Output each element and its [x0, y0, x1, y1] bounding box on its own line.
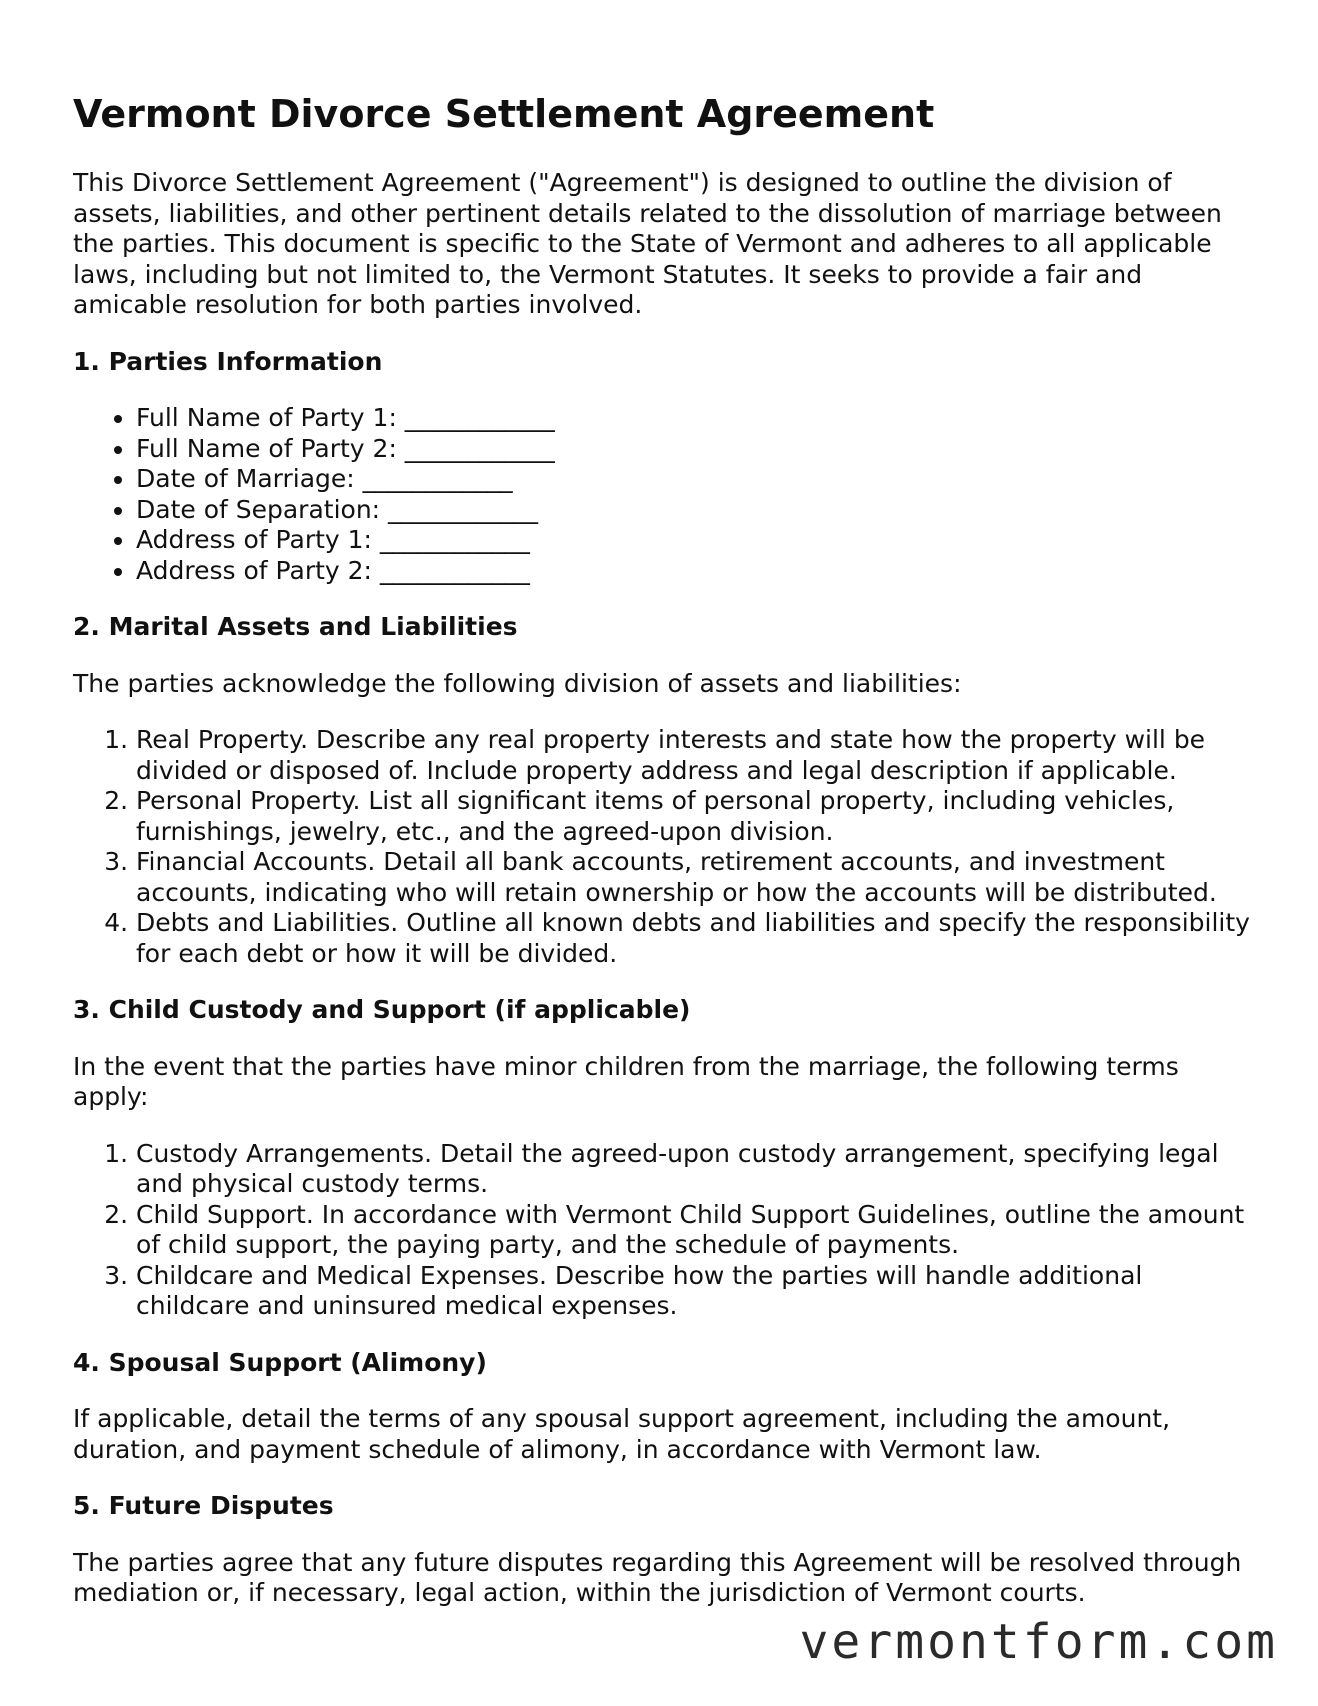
list-item: • Address of Party 1: ____________ [136, 525, 1253, 556]
disputes-paragraph: The parties agree that any future disputes regarding this Agreement will be resolved through mediation or, if necessary, legal action, within the jurisdiction of Vermont courts. [73, 1547, 1242, 1607]
list-item: • Date of Marriage: ____________ [136, 464, 1253, 495]
section-heading-parties: 1. Parties Information [73, 346, 383, 376]
section-heading-custody: 3. Child Custody and Support (if applicable) [73, 995, 691, 1024]
list-item: • Date of Separation: ____________ [136, 495, 1253, 526]
parties-list [73, 403, 1253, 586]
list-item: 1. Custody Arrangements. Detail the agreed-upon custody arrangement, specifying legal and physical custody terms. [136, 1139, 1253, 1200]
document-title: Vermont Divorce Settlement Agreement [73, 92, 935, 136]
list-item: 2. Personal Property. List all significant items of personal property, including vehicles, furnishings, jewelry, etc., and the agreed-upon division. [136, 786, 1253, 847]
list-item: 3. Childcare and Medical Expenses. Describe how the parties will handle additional childcare and uninsured medical expenses. [136, 1261, 1253, 1322]
section-heading-spousal: 4. Spousal Support (Alimony) [73, 1347, 487, 1377]
assets-intro: The parties acknowledge the following division of assets and liabilities: [73, 668, 962, 698]
list-item: • Address of Party 2: ____________ [136, 556, 1253, 587]
section-heading-assets: 2. Marital Assets and Liabilities [73, 612, 518, 641]
list-item: 2. Child Support. In accordance with Vermont Child Support Guidelines, outline the amount of child support, the paying party, and the schedule of payments. [136, 1200, 1253, 1261]
list-item: 1. Real Property. Describe any real property interests and state how the property will be divided or disposed of. Include property address and legal description if applicable. [136, 725, 1253, 786]
custody-list [73, 1139, 1253, 1322]
document-body [73, 168, 1253, 1635]
intro-paragraph: This Divorce Settlement Agreement ("Agreement") is designed to outline the division of assets, liabilities, and other pertinent details related to the dissolution of marriage between the parties. This document is specific to the State of Vermont and adheres to all applicable laws, including but not limited to, the Vermont Statutes. It seeks to provide a fair and amicable resolution for both parties involved. [73, 168, 1222, 319]
list-item: • Full Name of Party 2: ____________ [136, 434, 1253, 465]
section-heading-disputes: 5. Future Disputes [73, 1491, 334, 1520]
list-item: 3. Financial Accounts. Detail all bank accounts, retirement accounts, and investment accounts, indicating who will retain ownership or how the accounts will be distributed. [136, 847, 1253, 908]
list-item: 4. Debts and Liabilities. Outline all known debts and liabilities and specify the responsibility for each debt or how it will be divided. [136, 908, 1253, 969]
assets-list [73, 725, 1253, 969]
spousal-paragraph: If applicable, detail the terms of any spousal support agreement, including the amount, duration, and payment schedule of alimony, in accordance with Vermont law. [73, 1404, 1171, 1464]
custody-intro: In the event that the parties have minor children from the marriage, the following terms apply: [73, 1051, 1179, 1111]
list-item: • Full Name of Party 1: ____________ [136, 403, 1253, 434]
watermark: vermontform.com [799, 1614, 1278, 1670]
